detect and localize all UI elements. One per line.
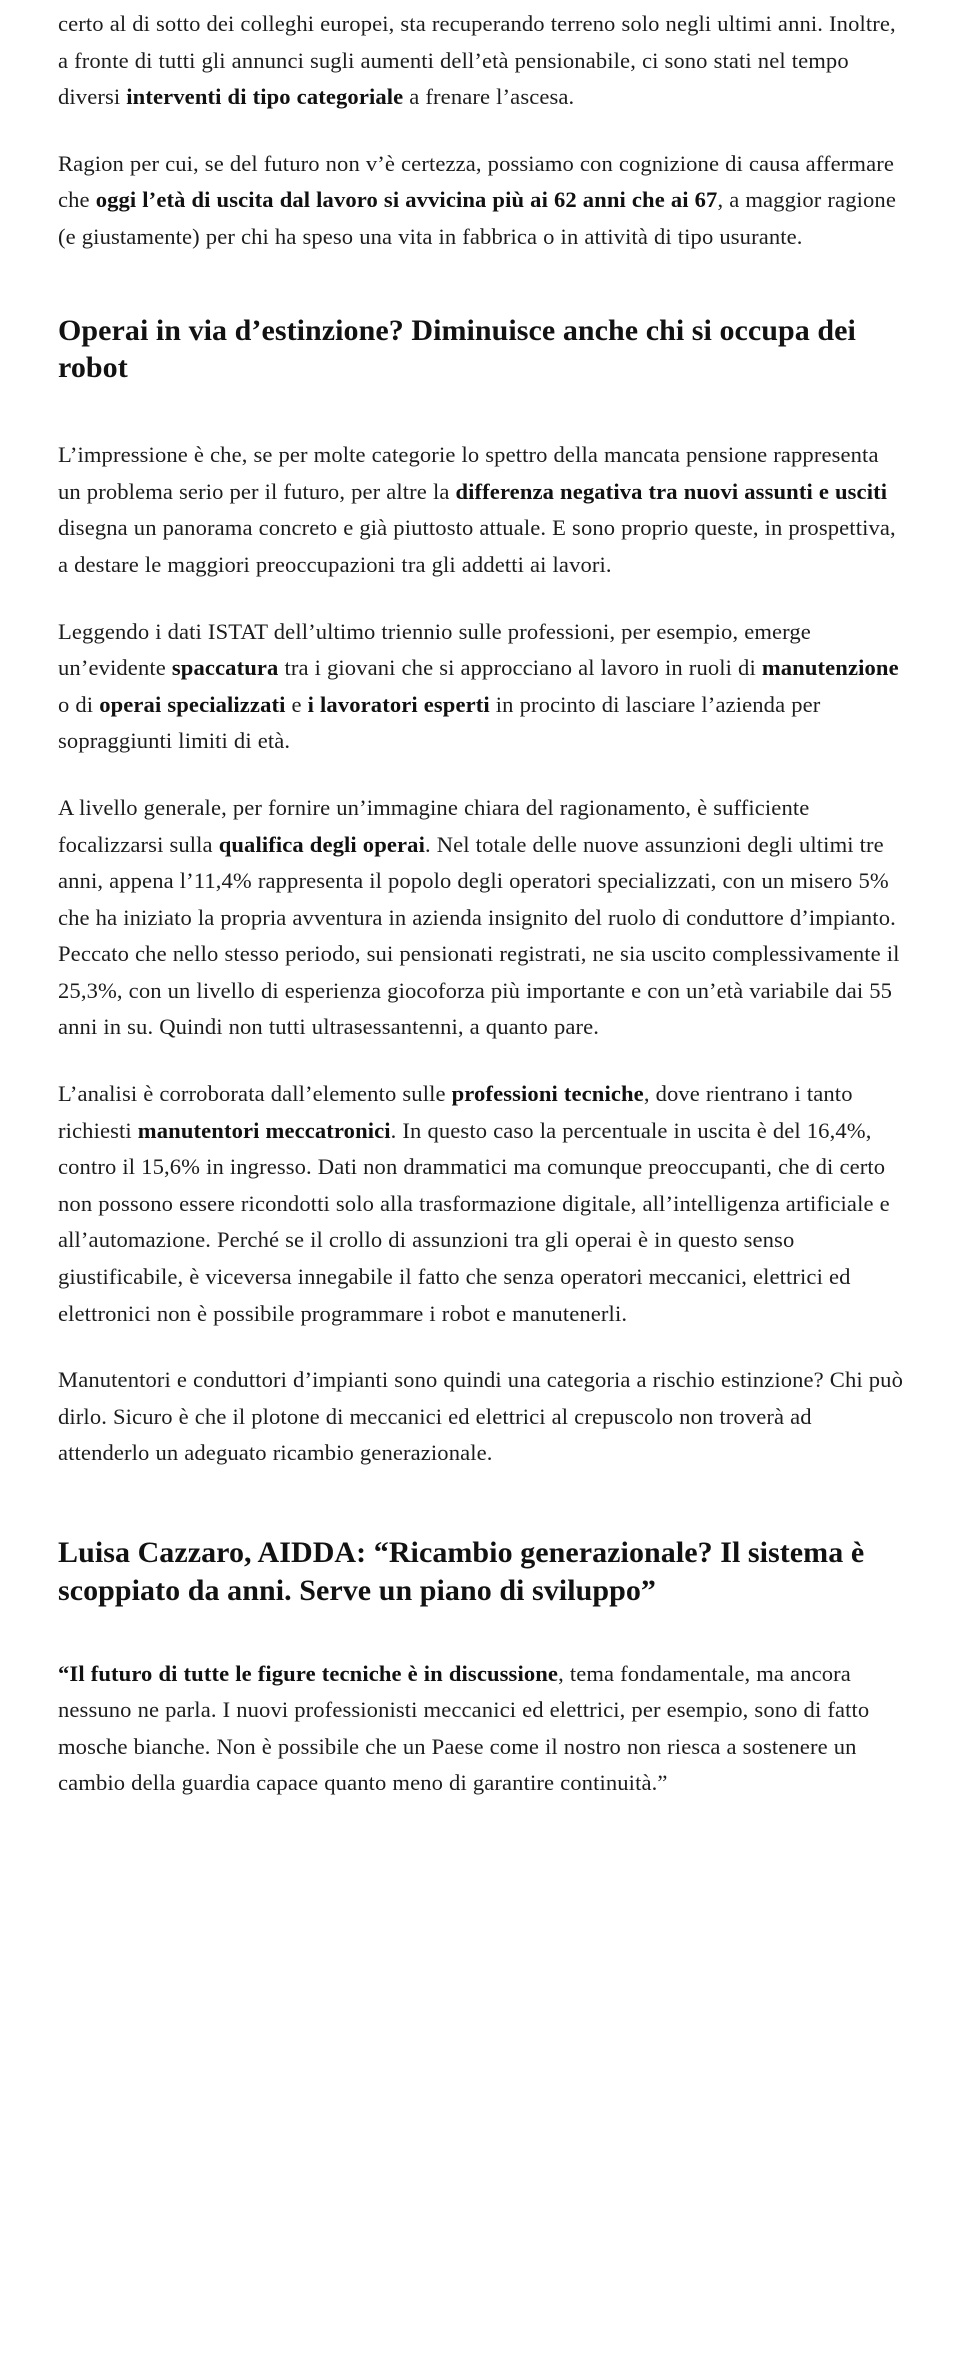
emphasis-operai-specializzati: operai specializzati	[99, 691, 286, 717]
emphasis-differenza-negativa: differenza negativa tra nuovi assunti e usciti	[455, 478, 888, 504]
text-run: . In questo caso la percentuale in uscita è del 16,4%, contro il 15,6% in ingresso. Dati non drammatici ma comunque preoccupanti, che di certo non possono essere ricondotti solo alla trasformazione digitale, all’intelligenza artificiale e all’automazione. Perché se il crollo di assunzioni tra gli operai è in questo senso giustificabile, è viceversa innegabile il fatto che senza operatori meccanici, elettrici ed elettronici non è possibile programmare i robot e manutenerli.	[58, 1117, 890, 1326]
paragraph-professioni-tecniche	[58, 1076, 905, 1332]
emphasis-qualifica-degli-operai: qualifica degli operai	[218, 831, 425, 857]
emphasis-spaccatura: spaccatura	[171, 655, 279, 681]
text-run: L’analisi è corroborata dall’elemento sulle	[58, 1081, 452, 1107]
emphasis-lavoratori-esperti: i lavoratori esperti	[307, 691, 490, 717]
text-run: disegna un panorama concreto e già piuttosto attuale. E sono proprio queste, in prospettiva, a destare le maggiori preoccupazioni tra gli addetti ai lavori.	[58, 515, 896, 577]
paragraph-ragion-per-cui	[58, 146, 905, 256]
text-run: e	[285, 691, 308, 717]
section-heading-operai: Operai in via d’estinzione? Diminuisce anche chi si occupa dei robot	[58, 313, 856, 385]
paragraph-quote-cazzaro	[58, 1656, 905, 1802]
section-heading-block-cazzaro	[58, 1534, 905, 1610]
emphasis-manutentori-meccatronici: manutentori meccatronici	[137, 1117, 391, 1143]
text-run: certo al di sotto dei colleghi europei, sta recuperando terreno solo negli ultimi anni. Inoltre, a fronte di tutti gli annunci sugli aumenti dell’età pensionabile, ci sono stati nel tempo diversi	[58, 11, 896, 110]
paragraph-qualifica-operai	[58, 790, 905, 1046]
emphasis-professioni-tecniche: professioni tecniche	[451, 1081, 644, 1107]
paragraph-manutentori-conduttori	[58, 1362, 905, 1472]
text-run: o di	[58, 691, 100, 717]
emphasis-manutenzione: manutenzione	[761, 655, 899, 681]
text-run: A livello generale, per fornire un’immagine chiara del ragionamento, è sufficiente focalizzarsi sulla	[58, 794, 810, 857]
text-run: Leggendo i dati ISTAT dell’ultimo triennio sulle professioni, per esempio, emerge un’evidente	[58, 618, 811, 681]
text-run: Manutentori e conduttori d’impianti sono quindi una categoria a rischio estinzione? Chi può dirlo. Sicuro è che il plotone di meccanici ed elettrici al crepuscolo non troverà ad attenderlo un adeguato ricambio generazionale.	[58, 1367, 904, 1466]
emphasis-quote-opening: “Il futuro di tutte le figure tecniche è in discussione	[58, 1660, 559, 1686]
article-body	[58, 0, 905, 1802]
emphasis-eta-uscita: oggi l’età di uscita dal lavoro si avvicina più ai 62 anni che ai 67	[95, 187, 718, 213]
text-run: L’impressione è che, se per molte categorie lo spettro della mancata pensione rappresenta un problema serio per il futuro, per altre la	[58, 442, 879, 504]
text-run: , tema fondamentale, ma ancora nessuno ne parla. I nuovi professionisti meccanici ed elettrici, per esempio, sono di fatto mosche bianche. Non è possibile che un Paese come il nostro non riesca a sostenere un cambio della guardia capace quanto meno di garantire continuità.”	[58, 1660, 870, 1796]
text-run: Ragion per cui, se del futuro non v’è certezza, possiamo con cognizione di causa affermare che	[58, 150, 894, 213]
paragraph-pensione-eta	[58, 0, 905, 116]
text-run: , dove rientrano i tanto richiesti	[58, 1081, 853, 1143]
emphasis-interventi-categoriale: interventi di tipo categoriale	[126, 84, 404, 110]
text-run: in procinto di lasciare l’azienda per sopraggiunti limiti di età.	[58, 691, 821, 754]
paragraph-impressione	[58, 437, 905, 583]
text-run: . Nel totale delle nuove assunzioni degli ultimi tre anni, appena l’11,4% rappresenta il popolo degli operatori specializzati, con un misero 5% che ha iniziato la propria avventura in azienda insignito del ruolo di conduttore d’impianto. Peccato che nello stesso periodo, sui pensionati registrati, ne sia uscito complessivamente il 25,3%, con un livello di esperienza giocoforza più importante e con un’età variabile dai 55 anni in su. Quindi non tutti ultrasessantenni, a quanto pare.	[58, 831, 900, 1040]
section-heading-cazzaro: Luisa Cazzaro, AIDDA: “Ricambio generazionale? Il sistema è scoppiato da anni. Serve un piano di sviluppo”	[58, 1536, 865, 1607]
section-heading-block-operai	[58, 312, 905, 388]
text-run: tra i giovani che si approcciano al lavoro in ruoli di	[278, 655, 762, 681]
paragraph-istat	[58, 614, 905, 760]
text-run: , a maggior ragione (e giustamente) per chi ha speso una vita in fabbrica o in attività di tipo usurante.	[58, 187, 896, 249]
text-run: a frenare l’ascesa.	[403, 84, 575, 110]
